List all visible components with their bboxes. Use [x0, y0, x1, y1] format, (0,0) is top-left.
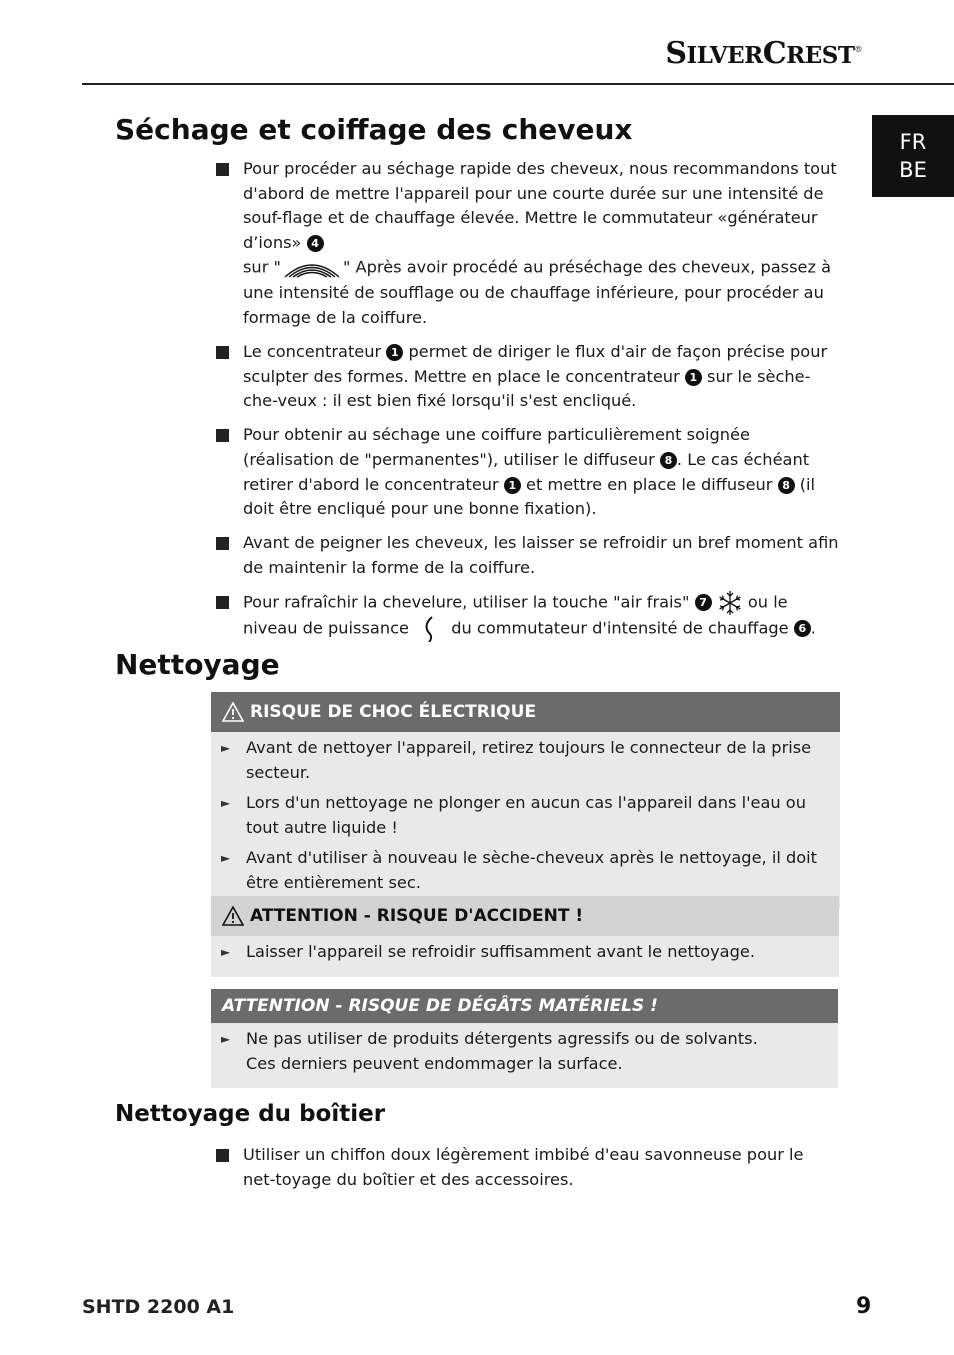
- part-number-badge: 4: [307, 235, 324, 252]
- warning-triangle-icon: [222, 702, 244, 722]
- language-tab: [872, 115, 954, 197]
- square-bullet-icon: [216, 429, 229, 442]
- part-number-badge: 1: [504, 477, 521, 494]
- list-item: Pour obtenir au séchage une coiffure particulièrement soignée (réalisation de "permanentes"), utiliser le diffuseur 8 . Le cas échéant retirer d'abord le concentrateur 1 et mettre en place le diffuseur 8 (il doit être encliqué pour une bonne fixation).: [216, 423, 840, 521]
- list-item: Utiliser un chiffon doux légèrement imbibé d'eau savonneuse pour le net-toyage du boîtier et des accessoires.: [216, 1143, 816, 1192]
- lang-be: BE: [899, 158, 927, 182]
- list-item: Pour procéder au séchage rapide des cheveux, nous recommandons tout d'abord de mettre l'appareil pour une courte durée sur une intensité de souf-flage et de chauffage élevée. Mettre le commutateur «générateur d’ions» 4 sur " " Après avoir procédé au préséchage des cheveux, passez à une intensité de soufflage ou de chauffage inférieure, pour procéder au formage de la coiffure.: [216, 157, 840, 331]
- list-item: ► Ne pas utiliser de produits détergents agressifs ou de solvants. Ces derniers peuvent endommager la surface.: [221, 1029, 758, 1073]
- warning-header: ATTENTION - RISQUE D'ACCIDENT !: [211, 896, 839, 936]
- part-number-badge: 7: [695, 594, 712, 611]
- warning-box-electric: [211, 692, 840, 908]
- square-bullet-icon: [216, 1149, 229, 1162]
- warning-box-accident: [211, 896, 839, 977]
- brand-logo: SILVERCREST®: [665, 36, 862, 71]
- heat-level-icon: [414, 616, 446, 642]
- warning-triangle-icon: [222, 906, 244, 926]
- housing-bullet-list: [216, 1143, 816, 1202]
- section-title-cleaning: Nettoyage: [115, 648, 280, 681]
- part-number-badge: 1: [685, 369, 702, 386]
- lang-fr: FR: [899, 130, 927, 154]
- list-item: ► Laisser l'appareil se refroidir suffisamment avant le nettoyage.: [221, 940, 829, 965]
- list-item: Avant de peigner les cheveux, les laisser se refroidir un bref moment afin de maintenir la forme de la coiffure.: [216, 531, 840, 580]
- section-title-housing: Nettoyage du boîtier: [115, 1101, 386, 1127]
- part-number-badge: 8: [778, 477, 795, 494]
- list-item: Pour rafraîchir la chevelure, utiliser la touche "air frais" 7 ou le niveau de puissance du commutateur d'intensité de chauffage 6 .: [216, 590, 840, 642]
- header-rule: [82, 83, 954, 85]
- ion-generator-icon: [281, 255, 343, 281]
- arrow-bullet-icon: ►: [221, 796, 231, 811]
- list-item: ► Avant d'utiliser à nouveau le sèche-cheveux après le nettoyage, il doit être entièrement sec.: [221, 848, 817, 892]
- model-number: SHTD 2200 A1: [82, 1296, 235, 1318]
- snowflake-icon: [717, 590, 743, 616]
- square-bullet-icon: [216, 596, 229, 609]
- warning-box-material: [211, 989, 838, 1088]
- page-number: 9: [856, 1294, 872, 1319]
- list-item: ► Lors d'un nettoyage ne plonger en aucun cas l'appareil dans l'eau ou tout autre liquide !: [221, 793, 806, 837]
- list-item: ► Avant de nettoyer l'appareil, retirez toujours le connecteur de la prise secteur.: [221, 738, 812, 782]
- arrow-bullet-icon: ►: [221, 1032, 231, 1046]
- drying-bullet-list: [216, 157, 840, 651]
- part-number-badge: 8: [660, 452, 677, 469]
- warning-header: ATTENTION - RISQUE DE DÉGÂTS MATÉRIELS !: [211, 989, 838, 1023]
- warning-header: RISQUE DE CHOC ÉLECTRIQUE: [211, 692, 840, 732]
- part-number-badge: 1: [386, 344, 403, 361]
- list-item: Le concentrateur 1 permet de diriger le flux d'air de façon précise pour sculpter des formes. Mettre en place le concentrateur 1 sur le sèche-che-veux : il est bien fixé lorsqu'il s'est encliqué.: [216, 340, 840, 414]
- square-bullet-icon: [216, 537, 229, 550]
- arrow-bullet-icon: ►: [221, 741, 231, 755]
- arrow-bullet-icon: ►: [221, 945, 231, 959]
- part-number-badge: 6: [794, 620, 811, 637]
- section-title-drying: Séchage et coiffage des cheveux: [115, 113, 633, 146]
- square-bullet-icon: [216, 163, 229, 176]
- arrow-bullet-icon: ►: [221, 851, 231, 866]
- square-bullet-icon: [216, 346, 229, 359]
